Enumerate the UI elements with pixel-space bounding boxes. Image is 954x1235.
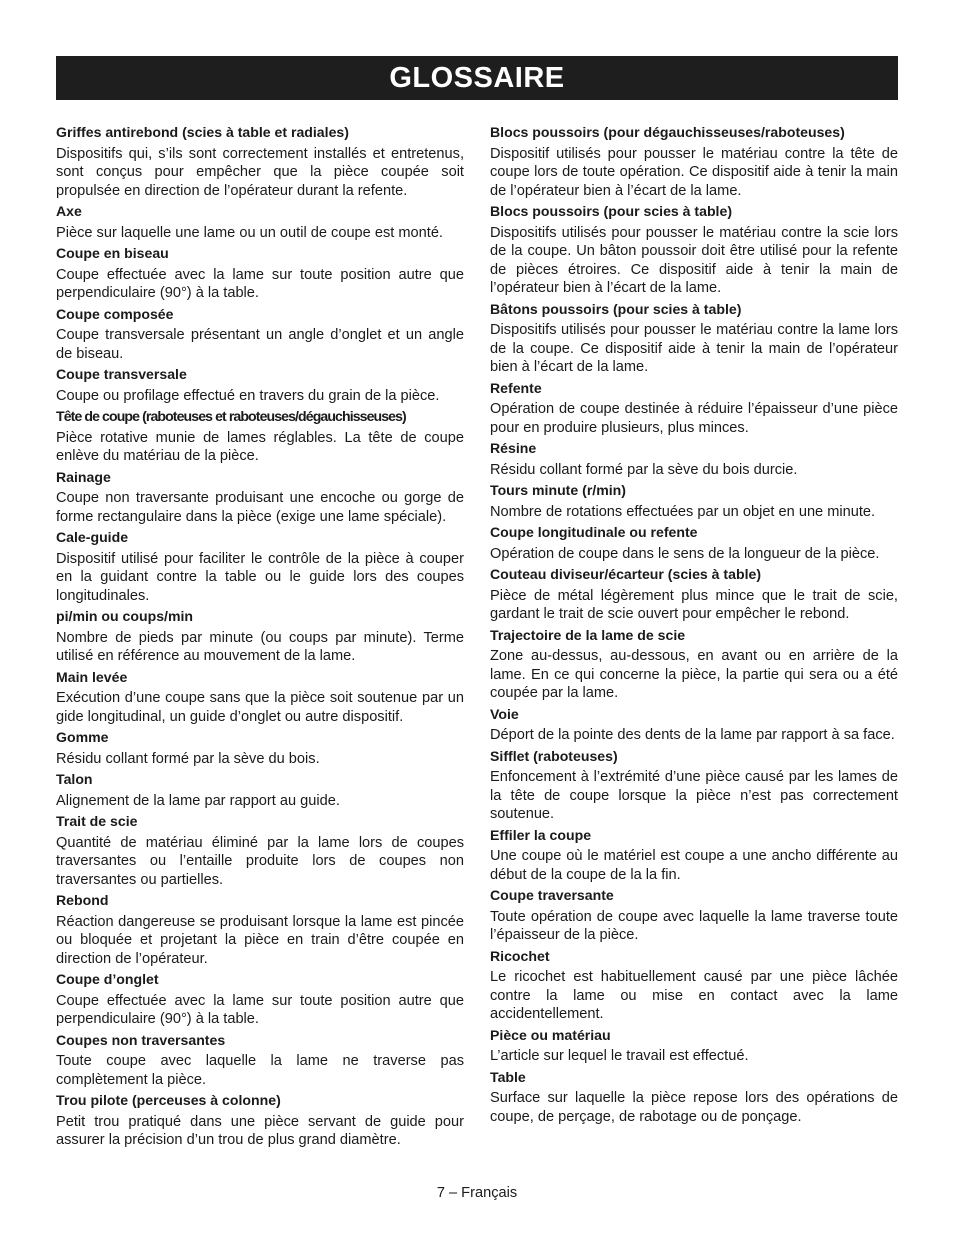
- glossary-definition: Nombre de pieds par minute (ou coups par minute). Terme utilisé en référence au mouvement de la lame.: [56, 629, 464, 664]
- glossary-column-right: [490, 123, 898, 1128]
- glossary-term: Bâtons poussoirs (pour scies à table): [490, 300, 742, 317]
- glossary-term: pi/min ou coups/min: [56, 608, 194, 624]
- glossary-entry: [56, 407, 464, 466]
- glossary-entry: [490, 747, 898, 824]
- glossary-entry: [490, 379, 898, 438]
- glossary-definition: Petit trou pratiqué dans une pièce servant de guide pour assurer la précision d’un trou de plus grand diamètre.: [56, 1113, 464, 1148]
- glossary-definition: Pièce sur laquelle une lame ou un outil de coupe est monté.: [56, 224, 443, 241]
- glossary-definition: Une coupe où le matériel est coupe a une ancho différente au début de la coupe de la la fin.: [490, 848, 898, 883]
- page-title: GLOSSAIRE: [56, 56, 898, 100]
- glossary-definition: Dispositif utilisés pour pousser le matériau contre la tête de coupe lors de toute opération. Ce dispositif aide à tenir la main de l’opérateur bien à l’écart de la lame.: [490, 145, 898, 199]
- glossary-entry: [490, 565, 898, 624]
- glossary-term: Couteau diviseur/écarteur (scies à table): [490, 566, 762, 582]
- glossary-definition: Déport de la pointe des dents de la lame par rapport à sa face.: [490, 727, 895, 743]
- glossary-entry: [490, 705, 898, 745]
- glossary-entry: [56, 528, 464, 605]
- glossary-term: Sifflet (raboteuses): [490, 747, 618, 764]
- glossary-term: Coupe d’onglet: [56, 971, 159, 987]
- glossary-entry: [490, 202, 898, 298]
- glossary-term: Refente: [490, 379, 542, 396]
- glossary-definition: Alignement de la lame par rapport au guide.: [56, 792, 340, 809]
- glossary-definition: Opération de coupe dans le sens de la longueur de la pièce.: [490, 545, 880, 562]
- glossary-definition: Le ricochet est habituellement causé par une pièce lâchée contre la lame ou mise en contact avec la lame accidentellement.: [490, 969, 898, 1022]
- glossary-entry: [56, 891, 464, 968]
- glossary-entry: [490, 826, 898, 885]
- glossary-entry: [490, 123, 898, 200]
- glossary-term: Rainage: [56, 468, 111, 485]
- glossary-definition: Résidu collant formé par la sève du bois durcie.: [490, 461, 798, 478]
- glossary-term: Coupe traversante: [490, 887, 614, 903]
- glossary-entry: [56, 728, 464, 768]
- glossary-definition: Résidu collant formé par la sève du bois.: [56, 750, 320, 767]
- glossary-entry: [56, 1091, 464, 1150]
- glossary-entry: [490, 481, 898, 521]
- glossary-term: Griffes antirebond (scies à table et radiales): [56, 124, 349, 140]
- glossary-definition: Coupe non traversante produisant une encoche ou gorge de forme rectangulaire dans la pièce (exige une lame spéciale).: [56, 490, 464, 525]
- glossary-term: Ricochet: [490, 947, 550, 964]
- glossary-definition: Pièce rotative munie de lames réglables. La tête de coupe enlève du matériau de la pièce.: [56, 429, 464, 464]
- glossary-term: Effiler la coupe: [490, 826, 592, 843]
- glossary-entry: [56, 607, 464, 666]
- glossary-definition: Pièce de métal légèrement plus mince que le trait de scie, gardant le trait de scie ouvert pour empêcher le rebond.: [490, 587, 898, 622]
- glossary-definition: Surface sur laquelle la pièce repose lors des opérations de coupe, de perçage, de rabotage ou de ponçage.: [490, 1090, 898, 1125]
- glossary-entry: [490, 1068, 898, 1127]
- glossary-entry: [56, 202, 464, 242]
- glossary-term: Main levée: [56, 668, 128, 685]
- glossary-definition: Opération de coupe destinée à réduire l’épaisseur d’une pièce pour en produire plusieurs, plus minces.: [490, 401, 898, 436]
- glossary-definition: Dispositif utilisé pour faciliter le contrôle de la pièce à couper en la guidant contre la table ou le guide lors des coupes longitudinales.: [56, 550, 464, 604]
- glossary-definition: Coupe ou profilage effectué en travers du grain de la pièce.: [56, 387, 440, 404]
- glossary-entry: [490, 626, 898, 703]
- glossary-entry: [56, 1031, 464, 1090]
- glossary-definition: Dispositifs utilisés pour pousser le matériau contre la scie lors de la coupe. Un bâton poussoir doit être utilisé pour la refente de pièces étroires. Ce dispositif aide à tenir la main de l’opérateur bien à l’écart de la lame.: [490, 224, 898, 296]
- glossary-term: Trait de scie: [56, 813, 138, 829]
- glossary-term: Pièce ou matériau: [490, 1026, 611, 1043]
- glossary-term: Blocs poussoirs (pour scies à table): [490, 203, 733, 219]
- glossary-column-left: [56, 123, 464, 1152]
- glossary-term: Trajectoire de la lame de scie: [490, 626, 686, 643]
- glossary-term: Tête de coupe (raboteuses et raboteuses/dégauchisseuses): [56, 408, 406, 424]
- glossary-entry: [490, 439, 898, 479]
- glossary-entry: [56, 812, 464, 889]
- glossary-term: Table: [490, 1068, 526, 1085]
- glossary-term: Résine: [490, 440, 537, 456]
- glossary-definition: Zone au-dessus, au-dessous, en avant ou en arrière de la lame. En ce qui concerne la pièce, la partie qui sera ou a été coupée par la lame.: [490, 648, 898, 701]
- glossary-term: Axe: [56, 203, 82, 219]
- glossary-term: Cale-guide: [56, 529, 129, 545]
- glossary-term: Coupe en biseau: [56, 245, 169, 261]
- glossary-term: Coupe longitudinale ou refente: [490, 524, 698, 540]
- glossary-term: Rebond: [56, 892, 109, 908]
- glossary-definition: Quantité de matériau éliminé par la lame lors de coupes traversantes ou l’entaille produite lors de coupes non traversantes ou partielles.: [56, 834, 464, 888]
- glossary-entry: [490, 523, 898, 563]
- glossary-term: Coupe composée: [56, 305, 174, 322]
- glossary-term: Coupes non traversantes: [56, 1031, 226, 1048]
- glossary-definition: Coupe transversale présentant un angle d’onglet et un angle de biseau.: [56, 327, 464, 362]
- glossary-entry: [56, 305, 464, 364]
- glossary-definition: Nombre de rotations effectuées par un objet en une minute.: [490, 503, 876, 520]
- glossary-entry: [56, 770, 464, 810]
- glossary-definition: Coupe effectuée avec la lame sur toute position autre que perpendiculaire (90°) à la table.: [56, 992, 464, 1027]
- glossary-entry: [490, 1026, 898, 1066]
- glossary-definition: Toute coupe avec laquelle la lame ne traverse pas complètement la pièce.: [56, 1053, 464, 1088]
- glossary-term: Blocs poussoirs (pour dégauchisseuses/raboteuses): [490, 124, 845, 140]
- glossary-entry: [56, 468, 464, 527]
- glossary-definition: Coupe effectuée avec la lame sur toute position autre que perpendiculaire (90°) à la table.: [56, 266, 464, 301]
- glossary-term: Talon: [56, 771, 93, 787]
- glossary-term: Trou pilote (perceuses à colonne): [56, 1092, 281, 1108]
- glossary-definition: Enfoncement à l’extrémité d’une pièce causé par les lames de la tête de coupe lorsque la pièce n’est pas correctement soutenue.: [490, 769, 898, 822]
- glossary-definition: Dispositifs qui, s’ils sont correctement installés et entretenus, sont conçus pour empêcher que la pièce coupée soit propulsée en direction de l’opérateur durant la refente.: [56, 145, 464, 199]
- page-number: 7 – Français: [436, 1185, 518, 1201]
- glossary-definition: L’article sur lequel le travail est effectué.: [490, 1048, 749, 1064]
- glossary-definition: Exécution d’une coupe sans que la pièce soit soutenue par un gide longitudinal, un guide d’onglet ou autre dispositif.: [56, 690, 464, 725]
- glossary-entry: [490, 947, 898, 1024]
- glossary-term: Coupe transversale: [56, 366, 187, 382]
- glossary-entry: [56, 365, 464, 405]
- glossary-entry: [56, 668, 464, 727]
- glossary-definition: Toute opération de coupe avec laquelle la lame traverse toute l’épaisseur de la pièce.: [490, 908, 898, 943]
- glossary-entry: [56, 970, 464, 1029]
- glossary-entry: [490, 300, 898, 377]
- glossary-term: Tours minute (r/min): [490, 482, 626, 498]
- glossary-entry: [56, 244, 464, 303]
- glossary-entry: [56, 123, 464, 200]
- glossary-term: Voie: [490, 705, 519, 722]
- glossary-definition: Dispositifs utilisés pour pousser le matériau contre la lame lors de la coupe. Ce dispositif aide à tenir la main de l’opérateur bien à l’écart de la lame.: [490, 322, 898, 375]
- glossary-term: Gomme: [56, 729, 109, 745]
- glossary-definition: Réaction dangereuse se produisant lorsque la lame est pincée ou bloquée et projetant la pièce en train d’être coupée en direction de l’opérateur.: [56, 913, 464, 967]
- glossary-entry: [490, 886, 898, 945]
